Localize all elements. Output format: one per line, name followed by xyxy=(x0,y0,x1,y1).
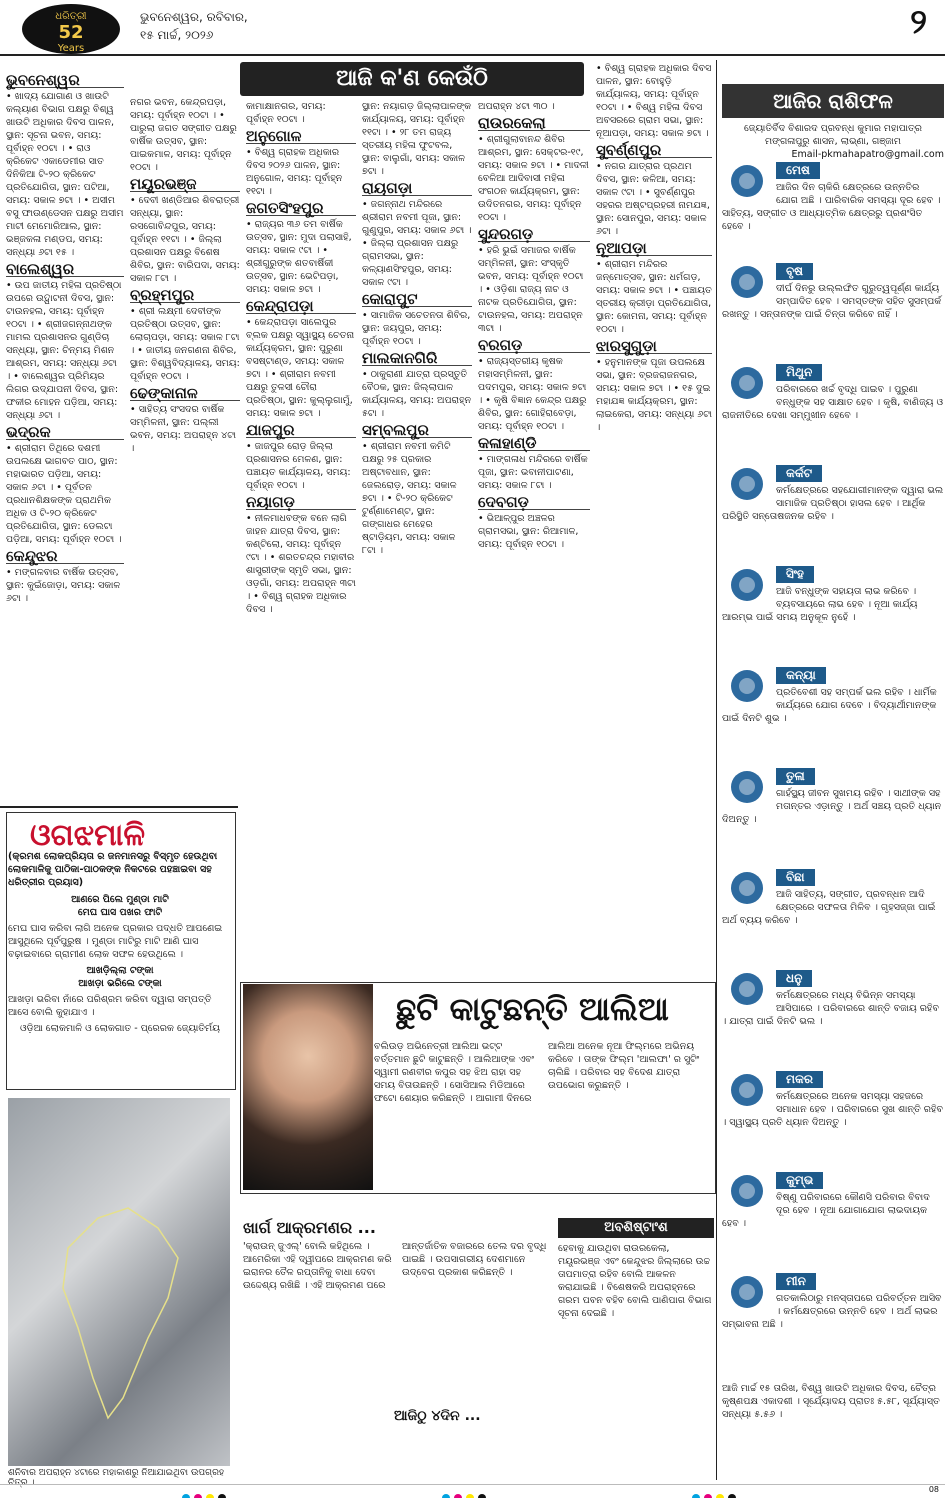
listing-text: • ବିଶ୍ୱ ଗ୍ରାହକ ଅଧିକାର ଦିବସ ପାଳନ, ସ୍ଥାନ: ବୋହୁଡ଼ି କାର୍ଯ୍ୟାଳୟ, ସମୟ: ପୂର୍ବାହ୍ନ ୧୦ଟା । • ବିଶ୍ୱ ମହିଳା ଦିବସ ଅବସରରେ ଗ୍ରାମ ସଭା, ସ୍ଥାନ: ନୂଆପଡ଼ା, ସମୟ: ସକାଳ ୭ଟା । xyxy=(596,63,712,139)
print-registration-footer xyxy=(0,1484,945,1498)
horoscope-title: ଆଜିର ରାଶିଫଳ xyxy=(722,84,944,118)
zodiac-label: ମିଥୁନ xyxy=(776,364,822,381)
horoscope-entry xyxy=(722,364,944,459)
horoscope-entry xyxy=(722,263,944,358)
listing-text: • ଦେବୀ ଖଣ୍ଡିଆର ଶିବରାତ୍ରୀ ସନ୍ଧ୍ୟା, ସ୍ଥାନ: ରସଗୋବିନ୍ଦପୁର, ସମୟ: ପୂର୍ବାହ୍ନ ୧୧ଟା । • ଜିଲ୍ଲା ପ୍ରଶାସନ ପକ୍ଷରୁ ବିଶେଷ ଶିବିର, ସ୍ଥାନ: ବାରିପଦା, ସମୟ: ସକାଳ ୮ଟା । xyxy=(130,195,240,284)
listing-text: • ହରି ଭୁଇଁ ସମାଜର ବାର୍ଷିକ ସମ୍ମିଳନୀ, ସ୍ଥାନ: ସଂସ୍କୃତି ଭବନ, ସମୟ: ପୂର୍ବାହ୍ନ ୧୦ଟା । • ଓଡ଼ିଶା ରାଜ୍ୟ ନାଚ ଓ ନାଟକ ପ୍ରତିଯୋଗିତା, ସ୍ଥାନ: ଟାଉନହଲ, ସମୟ: ଅପରାହ୍ନ ୩ଟା । xyxy=(478,245,584,334)
india-map-outline xyxy=(8,1098,230,1466)
entertainment-headline: ଛୁଟି କାଟୁଛନ୍ତି ଆଲିଆ xyxy=(396,990,669,1028)
zodiac-label: ବୃଷ xyxy=(776,263,813,280)
district-heading: ସମ୍ବଲପୁର xyxy=(362,424,472,438)
archer-icon xyxy=(722,970,772,1008)
listing-text: • ବିଶ୍ୱ ଗ୍ରାହକ ଅଧିକାର ଦିବସ ୨୦୨୬ ପାଳନ, ସ୍ଥାନ: ଅନୁଗୋଳ, ସମୟ: ପୂର୍ବାହ୍ନ ୧୧ଟା । xyxy=(246,147,343,197)
listing-column-5 xyxy=(478,100,590,970)
listing-text: • ନୀଳମାଧବଙ୍କ ବନେ ଲାଗି ଜାହନ ଯାତ୍ରା ଦିବସ, ସ୍ଥାନ: କଣ୍ଟିଲୋ, ସମୟ: ପୂର୍ବାହ୍ନ ୯ଟା । • ଶରତଚନ୍ଦ୍ର ମହାବୀର ଶାସ୍ତ୍ରୀଙ୍କ ସ୍ମୃତି ସଭା, ସ୍ଥାନ: ଓଡ଼ଗାଁ, ସମୟ: ଅପରାହ୍ନ ୩ଟା । • ବିଶ୍ୱ ଗ୍ରାହକ ଅଧିକାର ଦିବସ । xyxy=(246,513,356,615)
news-body: 'କ୍ରାଉନ୍ ଜୁଏଲ୍' ବୋଲି କହିଥିଲେ । ଆମେରିକା ଏହି ଦ୍ୱୀପରେ ଆକ୍ରମଣ କରି ଇରାନର ତୈଳ ରପ୍ତାନିକୁ ବାଧା ଦେବା ଉଦ୍ଦେଶ୍ୟ ରଖିଛି । ଏହି ଆକ୍ରମଣ ପରେ ଆନ୍ତର୍ଜାତିକ ବଜାରରେ ତେଲ ଦର ବୃଦ୍ଧି ପାଇଛି । ଉପସାଗରୀୟ ଦେଶମାନେ ଉଦ୍ବେଗ ପ୍ରକାଶ କରିଛନ୍ତି । xyxy=(243,1241,547,1291)
continued-section-body: ହେବାକୁ ଯାଉଥିବା ରାଉରକେଲା, ମୟୂରଭଞ୍ଜ ଏବଂ କେନ୍ଦୁଝର ଜିଲ୍ଲାରେ ଉଚ୍ଚ ତାପମାତ୍ରା ରହିବ ବୋଲି ଆକଳନ କରାଯାଇଛି । ବିଶେଷକରି ଅପରାହ୍ନରେ ଗରମ ପବନ ବହିବ ବୋଲି ପାଣିପାଗ ବିଭାଗ ସୂଚନା ଦେଇଛି । xyxy=(558,1243,712,1319)
listing-text: • ଶ୍ରୀ ଲକ୍ଷ୍ମୀ ଦେବୀଙ୍କ ପ୍ରତିଷ୍ଠା ଉତ୍ସବ, ସ୍ଥାନ: ଲୋଚାପଡ଼ା, ସମୟ: ସକାଳ ୮ଟା । • ଜାତୀୟ ଜନଗଣନା ଶିବିର, ସ୍ଥାନ: ବିଶ୍ୱବିଦ୍ୟାଳୟ, ସମୟ: ପୂର୍ବାହ୍ନ ୧୦ଟା । xyxy=(130,306,240,382)
listing-text: କାମାକ୍ଷାନଗର, ସମୟ: ପୂର୍ବାହ୍ନ ୧୦ଟା । xyxy=(246,101,326,125)
zodiac-label: କନ୍ୟା xyxy=(776,667,826,684)
listing-text: • ମାଙ୍ଗଳାଧ ମନ୍ଦିରରେ ବାର୍ଷିକ ପୂଜା, ସ୍ଥାନ: ଭବାନୀପାଟଣା, ସମୟ: ସକାଳ ୮ଟା । xyxy=(478,454,588,491)
zodiac-prediction: କର୍ମକ୍ଷେତ୍ରରେ ମଧ୍ୟ ବିଭିନ୍ନ ସମସ୍ୟା ଆସିପାରେ । ପରିବାରରେ ଶାନ୍ତି ବଜାୟ ରହିବ । ଯାତ୍ରା ପାଇଁ ଦିନଟି ଭଲ । xyxy=(722,990,939,1027)
listing-column-6 xyxy=(596,62,712,970)
zodiac-prediction: ବିଷ୍ଣୁ ପରିବାରରେ କୌଣସି ପରିବାର ବିବାଦ ଦୂର ହେବ । ନୂଆ ଯୋଗାଯୋଗ ଲାଭଦାୟକ ହେବ । xyxy=(722,1192,930,1229)
zodiac-label: ମେଷ xyxy=(776,162,820,179)
zodiac-prediction: ପରିବାରରେ ଖର୍ଚ୍ଚ ବୃଦ୍ଧି ପାଇବ । ପୁରୁଣା ବନ୍ଧୁଙ୍କ ସହ ସାକ୍ଷାତ ହେବ । କୃଷି, ବାଣିଜ୍ୟ ଓ ରାଜନୀତିରେ ଦେଖା ସମ୍ମୁଖୀନ ହେବେ । xyxy=(722,384,944,421)
zodiac-label: ତୁଳା xyxy=(776,768,815,785)
listing-text: • ଜାଜପୁର ରୋଡ଼ ଜିଲ୍ଲା ପ୍ରଶାସନର ମେଳଣ, ସ୍ଥାନ: ପଞ୍ଚାୟତ କାର୍ଯ୍ୟାଳୟ, ସମୟ: ପୂର୍ବାହ୍ନ ୧୦ଟା । xyxy=(246,441,351,491)
astrologer-name: ଜ୍ୟୋତିର୍ବିଦ ବିଶାରଦ ପ୍ରବନ୍ଧ କୁମାର ମହାପାତ୍ର xyxy=(744,123,922,134)
district-heading: ବାଲେଶ୍ୱର xyxy=(6,263,124,277)
zodiac-prediction: ଆଜିର ଦିନ ଚାକିରି କ୍ଷେତ୍ରରେ ଉନ୍ନତିର ଯୋଗ ଅଛି । ପାରିବାରିକ ସମସ୍ୟା ଦୂର ହେବ । ସାହିତ୍ୟ, ସଙ୍ଗୀତ ଓ ଆଧ୍ୟାତ୍ମିକ କ୍ଷେତ୍ରରୁ ପ୍ରଶଂସିତ ହେବେ । xyxy=(722,182,941,232)
listing-text: • ରାଜ୍ୟର ୩୬ ତମ ବାର୍ଷିକ ଉତ୍ସବ, ସ୍ଥାନ: ମୁଦା ପଲାସାହି, ସମୟ: ସକାଳ ୯ଟା । • ଶ୍ରୀଗୁରୁଙ୍କ ଶତବାର୍ଷିକୀ ଉତ୍ସବ, ସ୍ଥାନ: ଭେଟିପଡ଼ା, ସମୟ: ସକାଳ ୭ଟା । xyxy=(246,219,352,295)
district-heading: ରାଉରକେଲା xyxy=(478,117,590,131)
saying-heading: ଆଖଡ଼ିଲ୍ଲା ଟଙ୍କା xyxy=(86,965,154,976)
district-heading: ଝାରସୁଗୁଡ଼ା xyxy=(596,340,712,354)
maiden-icon xyxy=(722,667,772,705)
logo-text: ଧରିତ୍ରୀ xyxy=(55,11,87,22)
district-heading: ଭଦ୍ରକ xyxy=(6,426,124,440)
zodiac-prediction: ଆଜି ସାହିତ୍ୟ, ସଙ୍ଗୀତ, ପ୍ରବନ୍ଧନ ଆଦି କ୍ଷେତ୍ରରେ ସଫଳତା ମିଳିବ । ଗୃହସଜ୍ଜା ପାଇଁ ଅର୍ଥ ବ୍ୟୟ କରିବେ । xyxy=(722,889,936,926)
astrologer-email: Email-pkmahapatro@gmail.com xyxy=(791,149,944,160)
ram-icon xyxy=(722,162,772,200)
zodiac-prediction: କର୍ମକ୍ଷେତ୍ରରେ ଅନେକ ସମସ୍ୟା ସହଜରେ ସମାଧାନ ହେବ । ପରିବାରରେ ସୁଖ ଶାନ୍ତି ରହିବ । ସ୍ୱାସ୍ଥ୍ୟ ପ୍ରତି ଧ୍ୟାନ ଦିଅନ୍ତୁ । xyxy=(722,1091,943,1128)
listing-text: • କେନ୍ଦ୍ରାପଡ଼ା ସାଲେପୁର ବ୍ଲକ ପକ୍ଷରୁ ସ୍ୱାସ୍ଥ୍ୟ ଚେତନା କାର୍ଯ୍ୟକ୍ରମ, ସ୍ଥାନ: ପୁରୁଣା ବସଷ୍ଟାଣ୍ଡ, ସମୟ: ସକାଳ ୭ଟା । • ଶ୍ରୀରାମ ନବମୀ ପକ୍ଷରୁ ତୁଳସୀ ଚୌରା ପ୍ରତିଷ୍ଠା, ସ୍ଥାନ: କୁଲ୍ଲୁଗାମୁଁ, ସମୟ: ସକାଳ ୭ଟା । xyxy=(246,317,355,419)
date-line-2: ୧୫ ମାର୍ଚ୍ଚ, ୨୦୨୬ xyxy=(140,28,214,42)
horoscope-entry xyxy=(722,1172,944,1267)
zodiac-prediction: ଆଜି ବନ୍ଧୁଙ୍କ ସହାୟତା ଲାଭ କରିବେ । ବ୍ୟବସାୟରେ ଲାଭ ହେବ । ନୂଆ କାର୍ଯ୍ୟ ଆରମ୍ଭ ପାଇଁ ସମୟ ଅନୁକୂଳ ନୁହେଁ । xyxy=(722,586,918,623)
district-heading: କେନ୍ଦୁଝର xyxy=(6,550,124,564)
bull-icon xyxy=(722,263,772,301)
zodiac-label: ସିଂହ xyxy=(776,566,814,583)
district-heading: ଢେଙ୍କାନାଳ xyxy=(130,387,240,401)
listing-column-2 xyxy=(130,96,240,806)
saying-line: ମେଘ ଘାସ ପଖର ଫାଟି xyxy=(77,907,163,918)
district-heading: ଯାଜପୁର xyxy=(246,424,356,438)
continued-section-title: ଅବଶିଷ୍ଟାଂଶ xyxy=(558,1218,714,1238)
listing-text: • ମଙ୍ଗଳବାର ବାର୍ଷିକ ଉତ୍ସବ, ସ୍ଥାନ: କୁଇଁଜୋଡ଼ା, ସମୟ: ସକାଳ ୬ଟା । xyxy=(6,567,121,604)
astrologer-credit xyxy=(722,122,944,161)
district-heading: ନୂଆପଡ଼ା xyxy=(596,242,712,256)
section-divider xyxy=(0,806,238,808)
listing-text: • ସାହିତ୍ୟ ସଂସଦର ବାର୍ଷିକ ସମ୍ମିଳନୀ, ସ୍ଥାନ: ପଲ୍ଲୀ ଭବନ, ସମୟ: ଅପରାହ୍ନ ୪ଟା । xyxy=(130,404,236,454)
listing-text: • ଶ୍ରୀରାମ ମନ୍ଦିରର ଜନ୍ମୋତ୍ସବ, ସ୍ଥାନ: ଧର୍ମଗଡ଼, ସମୟ: ସକାଳ ୭ଟା । • ପଞ୍ଚାୟତ ସ୍ତରୀୟ କ୍ରୀଡ଼ା ପ୍ରତିଯୋଗିତା, ସ୍ଥାନ: କୋମନା, ସମୟ: ପୂର୍ବାହ୍ନ ୧୦ଟା । xyxy=(596,259,712,335)
fish-icon xyxy=(722,1273,772,1311)
saying-line: ଆଣରେ ପିଲେ ମୁଣ୍ଡା ମାଟି xyxy=(71,894,169,905)
entertainment-body: ବଲିଉଡ଼ ଅଭିନେତ୍ରୀ ଆଲିଆ ଭଟ୍ଟ ବର୍ତ୍ତମାନ ଛୁଟି କାଟୁଛନ୍ତି । ଆଲିଆଙ୍କ ଏବଂ ସ୍ୱାମୀ ରଣବୀର କପୁର ସହ ଝିଅ ରାହା ସହ ସମୟ ବିତାଉଛନ୍ତି । ସୋସିଆଲ ମିଡିଆରେ ଫଟୋ ଶେୟାର କରିଛନ୍ତି । ଆଗାମୀ ଦିନରେ ଆଲିଆ ଅନେକ ନୂଆ ଫିଲ୍ମରେ ଅଭିନୟ କରିବେ । ତାଙ୍କ ଫିଲ୍ମ 'ଆଲଫା' ର ସୁଟିଂ ଚାଲିଛି । ପରିବାର ସହ ବିଦେଶ ଯାତ୍ରା ଉପଭୋଗ କରୁଛନ୍ତି । xyxy=(374,1041,700,1104)
listing-text: • ଉପ ଜାତୀୟ ମହିଳା ପ୍ରତିଷ୍ଠା ଉପରେ ଉଦ୍ଘାଟନୀ ଦିବସ, ସ୍ଥାନ: ଟାଉନହଲ, ସମୟ: ପୂର୍ବାହ୍ନ ୧୦ଟା । • ଶ୍ରୀଜଗନ୍ନାଥଙ୍କ ମାମଲ ପ୍ରଶାସନର ଗୁଣ୍ଡିଚା ସନ୍ଧ୍ୟା, ସ୍ଥାନ: ଚିନ୍ମୟ ମିଶନ ଆଶ୍ରମ, ସମୟ: ସନ୍ଧ୍ୟା ୬ଟା । • ବାଲେଶ୍ୱର ପ୍ରିମିୟର ଲିଗର ଉଦ୍ଯାପନୀ ଦିବସ, ସ୍ଥାନ: ଫକୀର ମୋହନ ପଡ଼ିଆ, ସମୟ: ସନ୍ଧ୍ୟା ୬ଟା । xyxy=(6,280,122,421)
listing-text: • ହନୁମାନଙ୍କ ପୂଜା ଉପଲକ୍ଷେ ସଭା, ସ୍ଥାନ: ବ୍ରଜରାଜନଗର, ସମୟ: ସକାଳ ୭ଟା । • ୧୫ ଦୁଇ ମହାଯଜ୍ଞ କାର୍ଯ୍ୟକ୍ରମ, ସ୍ଥାନ: ଲାଇକେରା, ସମୟ: ସନ୍ଧ୍ୟା ୬ଟା । xyxy=(596,357,712,433)
color-registration-dots xyxy=(180,1487,228,1498)
saying-explanation: ମେଘ ଘାସ କରିବା ଲାଗି ଅନେକ ପ୍ରକାର ପଦ୍ଧତି ଆପଣେଇ ଆସୁଥିଲେ ପୂର୍ବପୁରୁଷ । ମୁଣ୍ଡା ମାଟିରୁ ମାଟି ଆଣି ଘାସ ବଢ଼ାଇବାରେ ଗ୍ରାମୀଣ ଲୋକ ସଫଳ ହେଉଥିଲେ । xyxy=(8,923,223,960)
color-registration-dots xyxy=(690,1487,738,1498)
listing-text: • ଖାଦ୍ୟ ଯୋଗାଣ ଓ ଖାଉଟି କଲ୍ୟାଣ ବିଭାଗ ପକ୍ଷରୁ ବିଶ୍ୱ ଖାଉଟି ଅଧିକାର ଦିବସ ପାଳନ, ସ୍ଥାନ: ସୂଚନା ଭବନ, ସମୟ: ପୂର୍ବାହ୍ନ ୧୦ଟା । • ରାଓ କ୍ରିକେଟ ଏକାଡେମୀର ସାତ ଦିନିକିଆ ଟି-୨୦ କ୍ରିକେଟ ପ୍ରତିଯୋଗିତା, ସ୍ଥାନ: ପଟିଆ, ସମୟ: ସକାଳ ୭ଟା । • ଅସୀମ ବସୁ ଫାଉଣ୍ଡେସନ ପକ୍ଷରୁ ଅସୀମ ମାଟୀ ମେମୋରିଆଲ, ସ୍ଥାନ: ଭଞ୍ଜକଳା ମଣ୍ଡପ, ସମୟ: ସନ୍ଧ୍ୟା ୬ଟା ୧୫ । xyxy=(6,91,124,258)
district-heading: ଅନୁଗୋଳ xyxy=(246,130,356,144)
district-heading: କଳାହାଣ୍ଡି xyxy=(478,437,590,451)
zodiac-label: ମୀନ xyxy=(776,1273,816,1290)
listing-text: ଅପରାହ୍ନ ୪ଟା ୩୦ । xyxy=(478,101,555,112)
section-banner: ଆଜି କ'ଣ କେଉଁଠି xyxy=(240,62,584,96)
district-heading: ରାୟଗଡ଼ା xyxy=(362,182,472,196)
scorpion-icon xyxy=(722,869,772,907)
continuation-headline: ଆଜିଠୁ ୪ଦିନ ... xyxy=(394,1408,481,1424)
logo-sub: Years xyxy=(57,43,85,54)
listing-text: • ଠାକୁରାଣୀ ଯାତ୍ରା ପ୍ରସ୍ତୁତି ବୈଠକ, ସ୍ଥାନ: ଜିଲ୍ଲାପାଳ କାର୍ଯ୍ୟାଳୟ, ସମୟ: ଅପରାହ୍ନ ୫ଟା । xyxy=(362,369,472,419)
goat-icon xyxy=(722,1071,772,1109)
listing-text: • ଜଗନ୍ନାଥ ମନ୍ଦିରରେ ଶ୍ରୀରାମ ନବମୀ ପୂଜା, ସ୍ଥାନ: ଗୁଣୁପୁର, ସମୟ: ସକାଳ ୬ଟା । • ଜିଲ୍ଲା ପ୍ରଶାସନ ପକ୍ଷରୁ ଗ୍ରାମସଭା, ସ୍ଥାନ: କଳ୍ୟାଣସିଂହପୁର, ସମୟ: ସକାଳ ୯ଟା । xyxy=(362,199,472,288)
district-heading: ଦେବଗଡ଼ xyxy=(478,496,590,510)
district-heading: ବ୍ରହ୍ମପୁର xyxy=(130,289,240,303)
waterbearer-icon xyxy=(722,1172,772,1210)
district-heading: ସୁବର୍ଣ୍ଣପୁର xyxy=(596,144,712,158)
page-number: ୨ xyxy=(910,2,927,42)
zodiac-label: ଧନୁ xyxy=(776,970,812,987)
listing-text: • ରାଜ୍ୟସ୍ତରୀୟ କୃଷକ ମହାସମ୍ମିଳନୀ, ସ୍ଥାନ: ପଦମପୁର, ସମୟ: ସକାଳ ୭ଟା । • କୃଷି ବିଜ୍ଞାନ କେନ୍ଦ୍ର ପକ୍ଷରୁ ଶିବିର, ସ୍ଥାନ: ଗୋହିରାବେଡ଼ା, ସମୟ: ପୂର୍ବାହ୍ନ ୧୦ଟା । xyxy=(478,356,587,432)
listing-column-4 xyxy=(362,100,472,970)
district-heading: ସୁନ୍ଦରଗଡ଼ xyxy=(478,228,590,242)
district-heading: ମାଲକାନଗିରି xyxy=(362,352,472,366)
zodiac-label: କୁମ୍ଭ xyxy=(776,1172,823,1189)
listing-text: • ନଗର ଯାତ୍ରାର ପ୍ରଥମ ଦିବସ, ସ୍ଥାନ: କଳିଆ, ସମୟ: ସକାଳ ୯ଟା । • ସୁବର୍ଣ୍ଣପୁର ସହରର ଅଷ୍ଟପ୍ରହରୀ ନାମଯଜ୍ଞ, ସ୍ଥାନ: ସୋନପୁର, ସମୟ: ସକାଳ ୬ଟା । xyxy=(596,161,710,237)
newspaper-logo xyxy=(22,4,120,54)
district-heading: ନୟାଗଡ଼ xyxy=(246,496,356,510)
saying-line: ଆଖଡ଼ା ଭରିଲେ ଟଙ୍କା xyxy=(78,978,162,989)
color-registration-dots xyxy=(440,1487,488,1498)
horoscope-entry xyxy=(722,566,944,661)
column-divider xyxy=(716,60,717,1480)
horoscope-entry xyxy=(722,970,944,1065)
horoscope-entry xyxy=(722,1071,944,1166)
logo-number: 52 xyxy=(58,22,84,43)
zodiac-prediction: ଗାର୍ହସ୍ଥ୍ୟ ଜୀବନ ସୁଖମୟ ରହିବ । ସାଥୀଙ୍କ ସହ ମତାନ୍ତର ଏଡ଼ାନ୍ତୁ । ଅର୍ଥ ସଞ୍ଚୟ ପ୍ରତି ଧ୍ୟାନ ଦିଅନ୍ତୁ । xyxy=(722,788,942,825)
horoscope-entry xyxy=(722,1273,944,1368)
listing-text: ସ୍ଥାନ: ନୟାଗଡ଼ ଜିଲ୍ଲାପାଳଙ୍କ କାର୍ଯ୍ୟାଳୟ, ସମୟ: ପୂର୍ବାହ୍ନ ୧୧ଟା । • ୨୮ ତମ ରାଜ୍ୟ ସ୍ତରୀୟ ମହିଳା ଫୁଟବଲ, ସ୍ଥାନ: ବାଲୁଗାଁ, ସମୟ: ସକାଳ ୭ଟା । xyxy=(362,101,472,177)
zodiac-prediction: କର୍ମକ୍ଷେତ୍ରରେ ସହଯୋଗୀମାନଙ୍କ ଦ୍ୱାରା ଭଲ ସାମାଜିକ ପ୍ରତିଷ୍ଠା ହାସଲ ହେବ । ଆର୍ଥିକ ପରିସ୍ଥିତି ସନ୍ତୋଷଜନକ ରହିବ । xyxy=(722,485,944,522)
date-line-1: ଭୁବନେଶ୍ୱର, ରବିବାର, xyxy=(140,10,248,24)
district-heading: ବରଗଡ଼ xyxy=(478,339,590,353)
zodiac-label: ବିଛା xyxy=(776,869,815,886)
horoscope-entry xyxy=(722,465,944,560)
zodiac-label: କର୍କଟ xyxy=(776,465,822,482)
zodiac-prediction: ଗତକାଲିଠାରୁ ମନସ୍ତାପରେ ପରିବର୍ତ୍ତନ ଆସିବ । କର୍ମକ୍ଷେତ୍ରରେ ଉନ୍ନତି ହେବ । ଅର୍ଥ ଲାଭର ସମ୍ଭାବନା ଅଛି । xyxy=(722,1293,942,1330)
satellite-caption: ଶନିବାର ଅପରାହ୍ନ ୪ଟାରେ ମହାକାଶରୁ ନିଆଯାଇଥିବା ଉପଗ୍ରହ ଚିତ୍ର । xyxy=(8,1468,225,1488)
district-heading: ଜଗତସିଂହପୁର xyxy=(246,202,356,216)
listing-text: • ଶ୍ରୀରାମ ନବମୀ କମିଟି ପକ୍ଷରୁ ୨୫ ପ୍ରକାର ଅଷ୍ଟାବଧାନ, ସ୍ଥାନ: ଜେଲରୋଡ଼, ସମୟ: ସକାଳ ୭ଟା । • ଟି-୨୦ କ୍ରିକେଟ ଟୁର୍ଣ୍ଣାମେଣ୍ଟ, ସ୍ଥାନ: ଗଙ୍ଗାଧର ମେହେର ଷ୍ଟାଡ଼ିୟମ, ସମୟ: ସକାଳ ୮ଟା । xyxy=(362,441,457,556)
horoscope-entry xyxy=(722,768,944,863)
listing-text: • ସାମାଜିକ ସଚେତନତା ଶିବିର, ସ୍ଥାନ: ଜୟପୁର, ସମୟ: ପୂର୍ବାହ୍ନ ୧୦ଟା । xyxy=(362,310,471,347)
district-heading: ଭୁବନେଶ୍ୱର xyxy=(6,74,124,88)
district-heading: କେନ୍ଦ୍ରାପଡ଼ା xyxy=(246,300,356,314)
folk-sayings-title: ଓଗଝମାଳି xyxy=(30,818,146,853)
district-heading: ମୟୂରଭଞ୍ଜ xyxy=(130,178,240,192)
scales-icon xyxy=(722,768,772,806)
lion-icon xyxy=(722,566,772,604)
district-heading: କୋରାପୁଟ xyxy=(362,293,472,307)
horoscope-entry xyxy=(722,869,944,964)
page-code: 08 xyxy=(928,1485,939,1494)
horoscope-entry xyxy=(722,162,944,257)
astrologer-address: ମଙ୍ଗଳାପୁରୁ ଶାସନ, ଲାଭ୍ଣା, ଗଞ୍ଜାମ xyxy=(764,136,902,147)
actress-photo xyxy=(243,984,373,1190)
zodiac-prediction: ପ୍ରତିବେଶୀ ସହ ସମ୍ପର୍କ ଭଲ ରହିବ । ଧାର୍ମିକ କାର୍ଯ୍ୟରେ ଯୋଗ ଦେବେ । ବିଦ୍ୟାର୍ଥୀମାନଙ୍କ ପାଇଁ ଦିନଟି ଶୁଭ । xyxy=(722,687,937,724)
folk-sayings-body xyxy=(8,850,232,1035)
listing-column-3 xyxy=(246,100,356,970)
crab-icon xyxy=(722,465,772,503)
horoscope-entry xyxy=(722,667,944,762)
zodiac-label: ମକର xyxy=(776,1071,823,1088)
folk-sayings-subtitle: (କ୍ରମଶ ଲୋକପ୍ରିୟତା ର ଜନମାନସରୁ ବିସ୍ମୃତ ହେଉଥିବା ଲୋକମାଳିକୁ ପାଠିକା-ପାଠକଙ୍କ ନିକଟରେ ପହଞ୍ଚାଇବା ସହ ଧରିତ୍ରୀର ପ୍ରୟାସ) xyxy=(8,851,218,888)
listing-text: ନଗର ଭବନ, କେନ୍ଦ୍ରପଡ଼ା, ସମୟ: ପୂର୍ବାହ୍ନ ୧୦ଟା । • ପାରୁଲା ଜଗତ ସଙ୍ଗୀତ ପକ୍ଷରୁ ବାର୍ଷିକ ଉତ୍ସବ, ସ୍ଥାନ: ପାଇକମାଳ, ସମୟ: ପୂର୍ବାହ୍ନ ୧୦ଟା । xyxy=(130,97,237,173)
dateline xyxy=(140,8,248,44)
listing-text: • ଭିଆଳ୍ପୁର ଅଞ୍ଚଳର ଗ୍ରାମସଭା, ସ୍ଥାନ: ରିଆମାଳ, ସମୟ: ପୂର୍ବାହ୍ନ ୧୦ଟା । xyxy=(478,513,579,550)
saying-credit: ଓଡ଼ିଆ ଲୋକମାଳି ଓ ଲୋକଗାତ - ପ୍ରେରକ ଜ୍ୟୋତିର୍ମୟ xyxy=(19,1023,220,1034)
listing-text: • ଶ୍ରୀରାମ ତିଥିରେ ଦଶମୀ ଉପଲକ୍ଷେ ଭାଗବତ ପାଠ, ସ୍ଥାନ: ମହାଭାରତ ପଡ଼ିଆ, ସମୟ: ସକାଳ ୬ଟା । • ପୂର୍ବତନ ପ୍ରଧାନଶିକ୍ଷକଙ୍କ ପ୍ରାଥମିକ ଅଧିକ ଓ ଟି-୨୦ କ୍ରିକେଟ ପ୍ରତିଯୋଗିତା, ସ୍ଥାନ: ଡେଲଟା ପଡ଼ିଆ, ସମୟ: ପୂର୍ବାହ୍ନ ୧୦ଟା । xyxy=(6,443,122,545)
zodiac-prediction: ଦୀର୍ଘ ଦିନରୁ ଉଲ୍ଲଙ୍ଘିତ ଗୁରୁତ୍ୱପୂର୍ଣ୍ଣ କାର୍ଯ୍ୟ ସମ୍ପାଦିତ ହେବ । ସମସ୍ତଙ୍କ ସହିତ ସୁସମ୍ପର୍କ ରଖନ୍ତୁ । ସନ୍ତାନଙ୍କ ପାଇଁ ଚିନ୍ତା କରିବେ ନାହିଁ । xyxy=(722,283,942,320)
saying-explanation: ଆଖଡ଼ା ଭରିବା ନାଁରେ ପରିଶ୍ରମ କରିବା ଦ୍ୱାରା ସମ୍ପତ୍ତି ଆସେ ବୋଲି କୁହାଯାଏ । xyxy=(8,994,212,1018)
listing-text: • ଶ୍ରୀଗୁଲାବାନନ୍ଦ ଶିବିର ଆଶ୍ରମ, ସ୍ଥାନ: ସେକ୍ଟର-୧୯, ସମୟ: ସକାଳ ୭ଟା । • ମାଦଳୀ ବେଳିଆ ଆଦିବାସୀ ମହିଳା ସଂଗଠନ କାର୍ଯ୍ୟକ୍ରମ, ସ୍ଥାନ: ଉଦିତନଗର, ସମୟ: ପୂର୍ବାହ୍ନ ୧୦ଟା । xyxy=(478,134,589,223)
listing-column-1 xyxy=(6,70,124,790)
twins-icon xyxy=(722,364,772,402)
panjika-text: ଆଜି ମାର୍ଚ୍ଚ ୧୫ ତାରିଖ, ବିଶ୍ୱ ଖାଉଟି ଅଧିକାର ଦିବସ, ଚୈତ୍ର କୃଷ୍ଣପକ୍ଷ ଏକାଦଶୀ । ସୂର୍ଯ୍ୟୋଦୟ ପ୍ରାତଃ ୫.୫୮, ସୂର୍ଯ୍ୟାସ୍ତ ସନ୍ଧ୍ୟା ୫.୫୬ । xyxy=(722,1383,940,1420)
satellite-weather-image xyxy=(8,1098,230,1466)
news-headline: ଖାର୍ଗ ଆକ୍ରମଣର ... xyxy=(243,1218,376,1237)
